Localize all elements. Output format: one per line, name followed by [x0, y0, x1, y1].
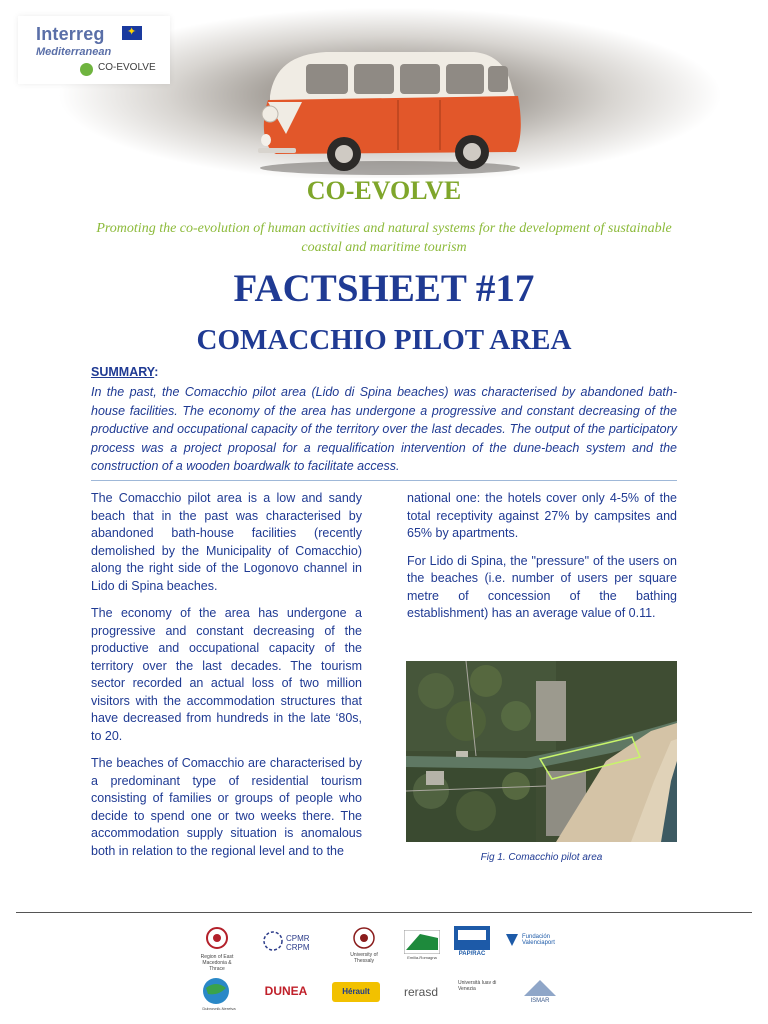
partner-logo-iuav: Università Iuav di Venezia	[458, 980, 497, 992]
eu-flag-icon	[122, 26, 142, 40]
summary-text: In the past, the Comacchio pilot area (Lido di Spina beaches) was characterised by abandoned bath-house facilities. The economy of the area has undergone a progressive and constant decreasing of the productive and occupational capacity of the territory over the last decades. The output of the participatory process was a project proposal for a requalification intervention of the dune-beach system and the construction of a wooden boardwalk to facilitate access.	[91, 385, 677, 473]
partner-logo-rerasd: rerasd	[403, 985, 438, 999]
paragraph: national one: the hotels cover only 4-5% of the total receptivity against 27% by campsites and 65% by apartments.	[407, 491, 677, 540]
emilia-romagna-icon	[404, 930, 440, 954]
partner-logo-valenciaport: Fundación Valenciaport	[504, 932, 574, 952]
globe-icon	[196, 976, 236, 1006]
aerial-map-image	[406, 661, 677, 842]
paragraph: The beaches of Comacchio are characterised by a predominant type of residential tourism consisting of families or groups of people who decide to spend one or two weeks there. The accommodation supply situation is anomalous both in relation to the regional level and to the	[91, 756, 362, 858]
partner-logo-cpmr: CPMR CRPM	[262, 930, 322, 960]
summary-heading: SUMMARY:	[91, 365, 159, 379]
university-seal-icon	[340, 926, 388, 950]
paragraph: The Comacchio pilot area is a low and sandy beach that in the past was characterised by abandoned bath-house facilities (recently demolished by the Municipality of Comacchio) along the right side of the Logonovo channel in Lido di Spina beaches.	[91, 491, 362, 593]
figure-caption: Fig 1. Comacchio pilot area	[480, 852, 603, 863]
program-name: Mediterranean	[36, 46, 112, 58]
interreg-logo	[18, 16, 170, 84]
paragraph: For Lido di Spina, the "pressure" of the users on the beaches (i.e. number of users per square metre of concession of the bathing establishment) has an average value of 0.11.	[407, 553, 677, 620]
body-column-right	[407, 490, 677, 633]
header-banner	[0, 0, 768, 178]
project-name: CO-EVOLVE	[98, 62, 156, 73]
pilot-area-title: COMACCHIO PILOT AREA	[196, 324, 572, 356]
footer-divider	[16, 912, 752, 913]
vw-van-illustration	[240, 30, 540, 178]
summary-divider	[91, 480, 677, 481]
factsheet-title: FACTSHEET #17	[233, 267, 535, 310]
partner-logo-dubrovnik: Dubrovnik-Neretva	[196, 976, 242, 1010]
paragraph: The economy of the area has undergone a progressive and constant decreasing of the productive and occupational capacity of the territory over the last decades. The tourism sector recorded an actual loss of two million visitors with the accommodation structures that have decreased from hundreds in the late ‘80s, to 20.	[91, 606, 362, 743]
tagline: Promoting the co-evolution of human activities and natural systems for the development of sustainable coastal and maritime tourism	[96, 221, 672, 255]
partner-logo-thessaly: University of Thessaly	[340, 926, 388, 966]
partner-logo-east-macedonia: Region of East Macedonia & Thrace	[195, 926, 239, 966]
pap-rac-icon	[454, 926, 490, 950]
partner-logo-pap-rac: PAP/RAC	[454, 926, 490, 956]
body-column-left	[91, 490, 362, 870]
ismar-icon	[520, 978, 560, 998]
valenciaport-icon	[504, 932, 520, 948]
interreg-wordmark: Interreg	[36, 24, 105, 44]
coevolve-icon	[80, 63, 93, 76]
partner-logo-herault: Hérault	[332, 982, 380, 1002]
brand-title: CO-EVOLVE	[306, 176, 462, 205]
partner-logo-emilia-romagna: Emilia-Romagna	[404, 930, 440, 960]
partner-logo-dunea: DUNEA	[264, 984, 308, 998]
region-emblem-icon	[195, 926, 239, 952]
cpmr-icon	[262, 930, 284, 952]
partner-logo-ismar: ISMAR	[520, 978, 560, 1008]
